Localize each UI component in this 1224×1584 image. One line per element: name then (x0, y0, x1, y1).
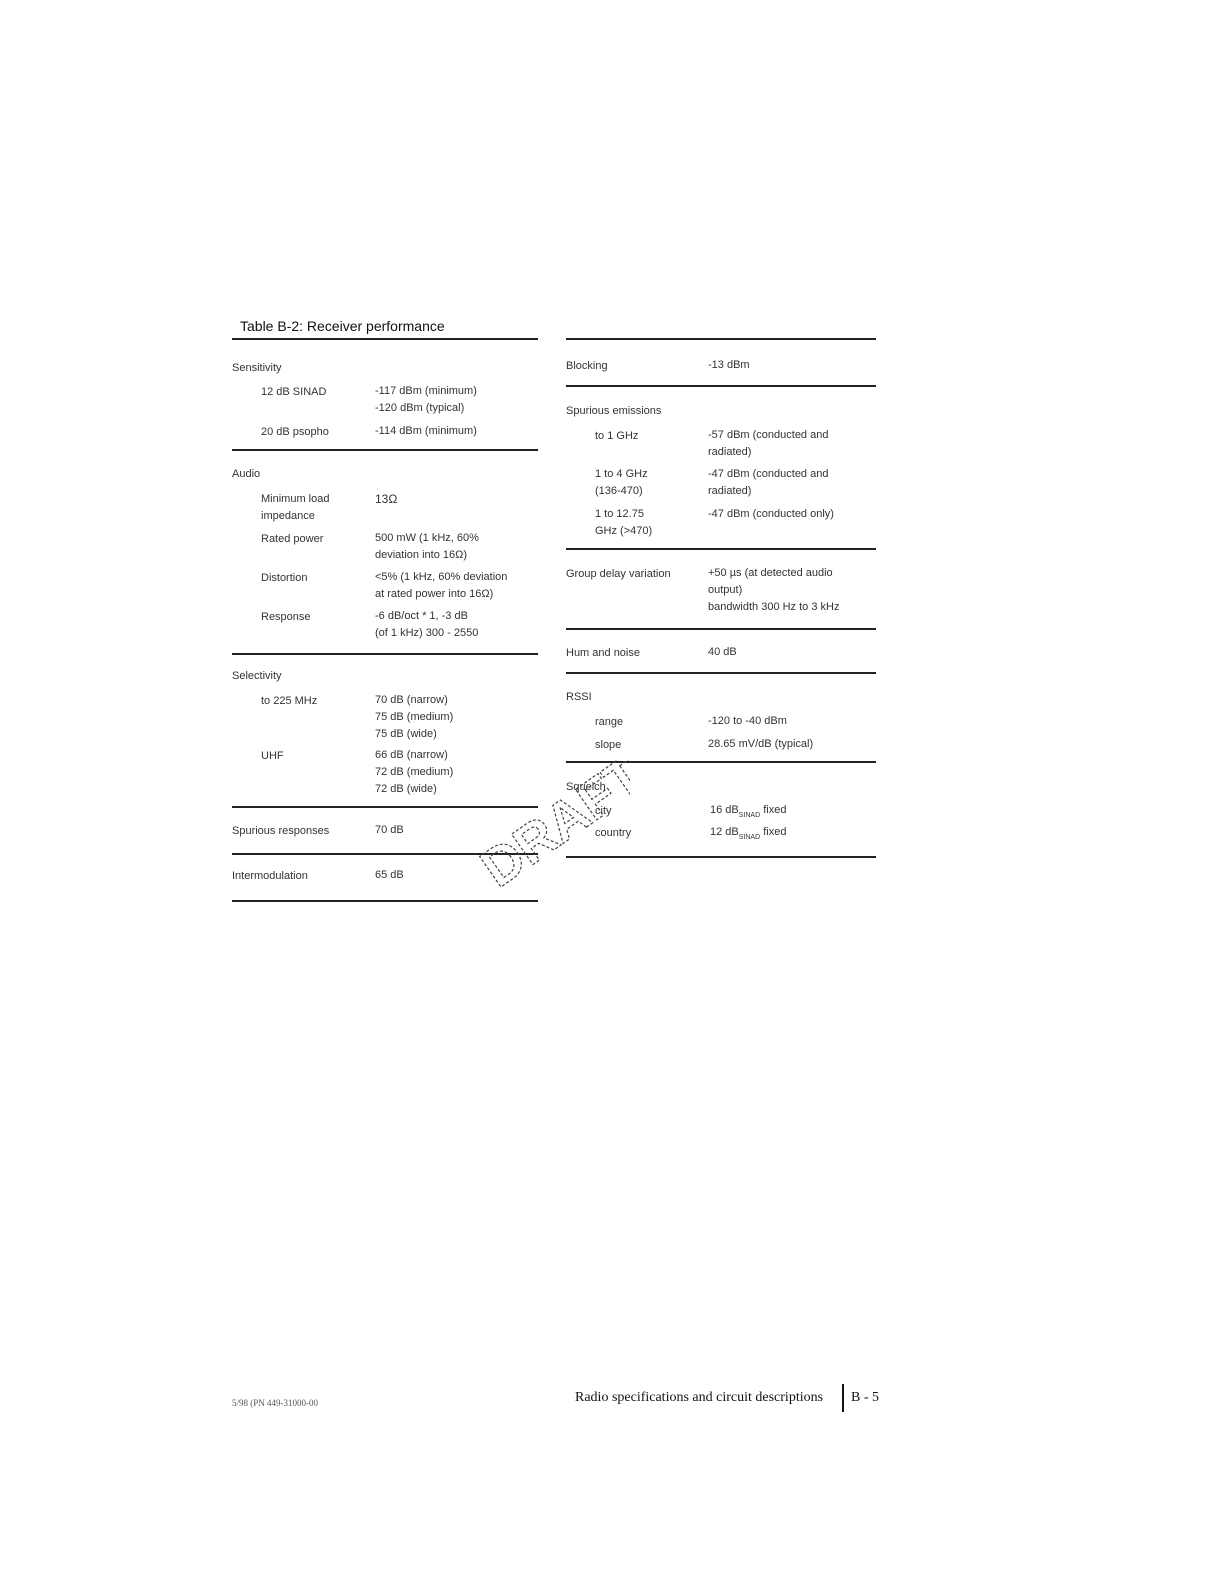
footer-divider (842, 1384, 844, 1412)
audio-distortion-value-1: <5% (1 kHz, 60% deviation (375, 571, 508, 583)
emissions-1ghz-value (708, 427, 828, 461)
spurious-emissions-header: Spurious emissions (566, 405, 662, 417)
emissions-4ghz-label-1: 1 to 4 GHz (595, 468, 648, 480)
hum-noise-value: 40 dB (708, 646, 737, 658)
audio-response-value-2: (of 1 kHz) 300 - 2550 (375, 627, 479, 639)
sensitivity-sinad-label: 12 dB SINAD (261, 386, 327, 398)
rssi-range-label: range (595, 716, 624, 728)
rule-after-blocking (566, 385, 876, 387)
audio-distortion-label: Distortion (261, 572, 308, 584)
selectivity-vhf-value-2: 75 dB (medium) (375, 711, 454, 723)
squelch-country-sub: SINAD (738, 834, 761, 841)
rssi-header: RSSI (566, 691, 592, 703)
sensitivity-header: Sensitivity (232, 362, 282, 374)
audio-rated-value (375, 530, 479, 564)
spurious-responses-label: Spurious responses (232, 825, 330, 837)
table-top-rule-left (232, 338, 538, 340)
emissions-1ghz-value-2: radiated) (708, 446, 752, 458)
blocking-value: -13 dBm (708, 359, 750, 371)
audio-rated-label: Rated power (261, 533, 324, 545)
squelch-city-label: city (595, 805, 612, 817)
emissions-4ghz-value (708, 466, 828, 500)
group-delay-label: Group delay variation (566, 568, 671, 580)
squelch-city-value (710, 802, 786, 820)
audio-response-value (375, 608, 478, 642)
audio-distortion-value-2: at rated power into 16Ω) (375, 588, 494, 600)
squelch-city-fixed: fixed (763, 804, 787, 816)
squelch-city-sub: SINAD (738, 812, 761, 819)
rule-table-bottom-left (232, 900, 538, 902)
table-top-rule-right (566, 338, 876, 340)
emissions-12ghz-value: -47 dBm (conducted only) (708, 508, 834, 520)
sensitivity-sinad-value-2: -120 dBm (typical) (375, 402, 465, 414)
audio-distortion-value (375, 569, 507, 603)
rule-after-group-delay (566, 628, 876, 630)
footer-doc-id: 5/98 (PN 449-31000-00 (232, 1398, 318, 1408)
footer-page-number: B - 5 (851, 1390, 879, 1405)
sensitivity-psopho-value: -114 dBm (minimum) (375, 425, 477, 437)
rule-after-spurious-emissions (566, 548, 876, 550)
group-delay-value-3: bandwidth 300 Hz to 3 kHz (708, 601, 840, 613)
emissions-12ghz-label-2: GHz (>470) (595, 525, 653, 537)
selectivity-uhf-value-3: 72 dB (wide) (375, 783, 437, 795)
squelch-country-label: country (595, 827, 632, 839)
squelch-city-db: 16 dB (710, 804, 739, 816)
emissions-4ghz-label (595, 466, 648, 500)
selectivity-vhf-value-3: 75 dB (wide) (375, 728, 437, 740)
draft-stamp (440, 760, 630, 900)
emissions-12ghz-label-1: 1 to 12.75 (595, 508, 644, 520)
emissions-1ghz-label: to 1 GHz (595, 430, 639, 442)
sensitivity-sinad-value (375, 383, 477, 417)
selectivity-uhf-label: UHF (261, 750, 284, 762)
selectivity-uhf-value-2: 72 dB (medium) (375, 766, 454, 778)
audio-load-label-1: Minimum load (261, 493, 330, 505)
group-delay-value (708, 565, 839, 616)
emissions-4ghz-value-1: -47 dBm (conducted and (708, 468, 829, 480)
draft-stamp-graphic (440, 760, 630, 900)
table-title: Table B-2: Receiver performance (240, 318, 445, 334)
emissions-1ghz-value-1: -57 dBm (conducted and (708, 429, 829, 441)
draft-stamp-text: DRAFT (470, 760, 630, 899)
group-delay-value-2: output) (708, 584, 743, 596)
intermodulation-label: Intermodulation (232, 870, 308, 882)
squelch-country-value (710, 824, 786, 842)
rssi-slope-value: 28.65 mV/dB (typical) (708, 738, 814, 750)
hum-noise-label: Hum and noise (566, 647, 640, 659)
rssi-slope-label: slope (595, 739, 622, 751)
sensitivity-psopho-label: 20 dB psopho (261, 426, 329, 438)
audio-load-label (261, 491, 329, 525)
rule-after-audio (232, 653, 538, 655)
emissions-12ghz-label (595, 506, 652, 540)
group-delay-value-1: +50 µs (at detected audio (708, 567, 833, 579)
audio-response-label: Response (261, 611, 311, 623)
emissions-4ghz-value-2: radiated) (708, 485, 752, 497)
squelch-country-db: 12 dB (710, 826, 739, 838)
rule-after-sensitivity (232, 449, 538, 451)
selectivity-vhf-value (375, 692, 453, 743)
rssi-range-value: -120 to -40 dBm (708, 715, 787, 727)
sensitivity-sinad-value-1: -117 dBm (minimum) (375, 385, 477, 397)
spurious-responses-value: 70 dB (375, 824, 404, 836)
audio-load-value: 13Ω (375, 492, 398, 506)
audio-rated-value-1: 500 mW (1 kHz, 60% (375, 532, 479, 544)
selectivity-uhf-value-1: 66 dB (narrow) (375, 749, 448, 761)
squelch-country-fixed: fixed (763, 826, 787, 838)
audio-load-label-2: impedance (261, 510, 315, 522)
intermodulation-value: 65 dB (375, 869, 404, 881)
audio-header: Audio (232, 468, 261, 480)
blocking-label: Blocking (566, 360, 608, 372)
audio-rated-value-2: deviation into 16Ω) (375, 549, 468, 561)
selectivity-vhf-label: to 225 MHz (261, 695, 318, 707)
squelch-header: Squelch (566, 781, 606, 793)
rule-after-hum-noise (566, 672, 876, 674)
footer-section-title: Radio specifications and circuit descriptions (575, 1390, 824, 1405)
emissions-4ghz-label-2: (136-470) (595, 485, 643, 497)
selectivity-header: Selectivity (232, 670, 282, 682)
selectivity-vhf-value-1: 70 dB (narrow) (375, 694, 448, 706)
audio-response-value-1: -6 dB/oct * 1, -3 dB (375, 610, 468, 622)
